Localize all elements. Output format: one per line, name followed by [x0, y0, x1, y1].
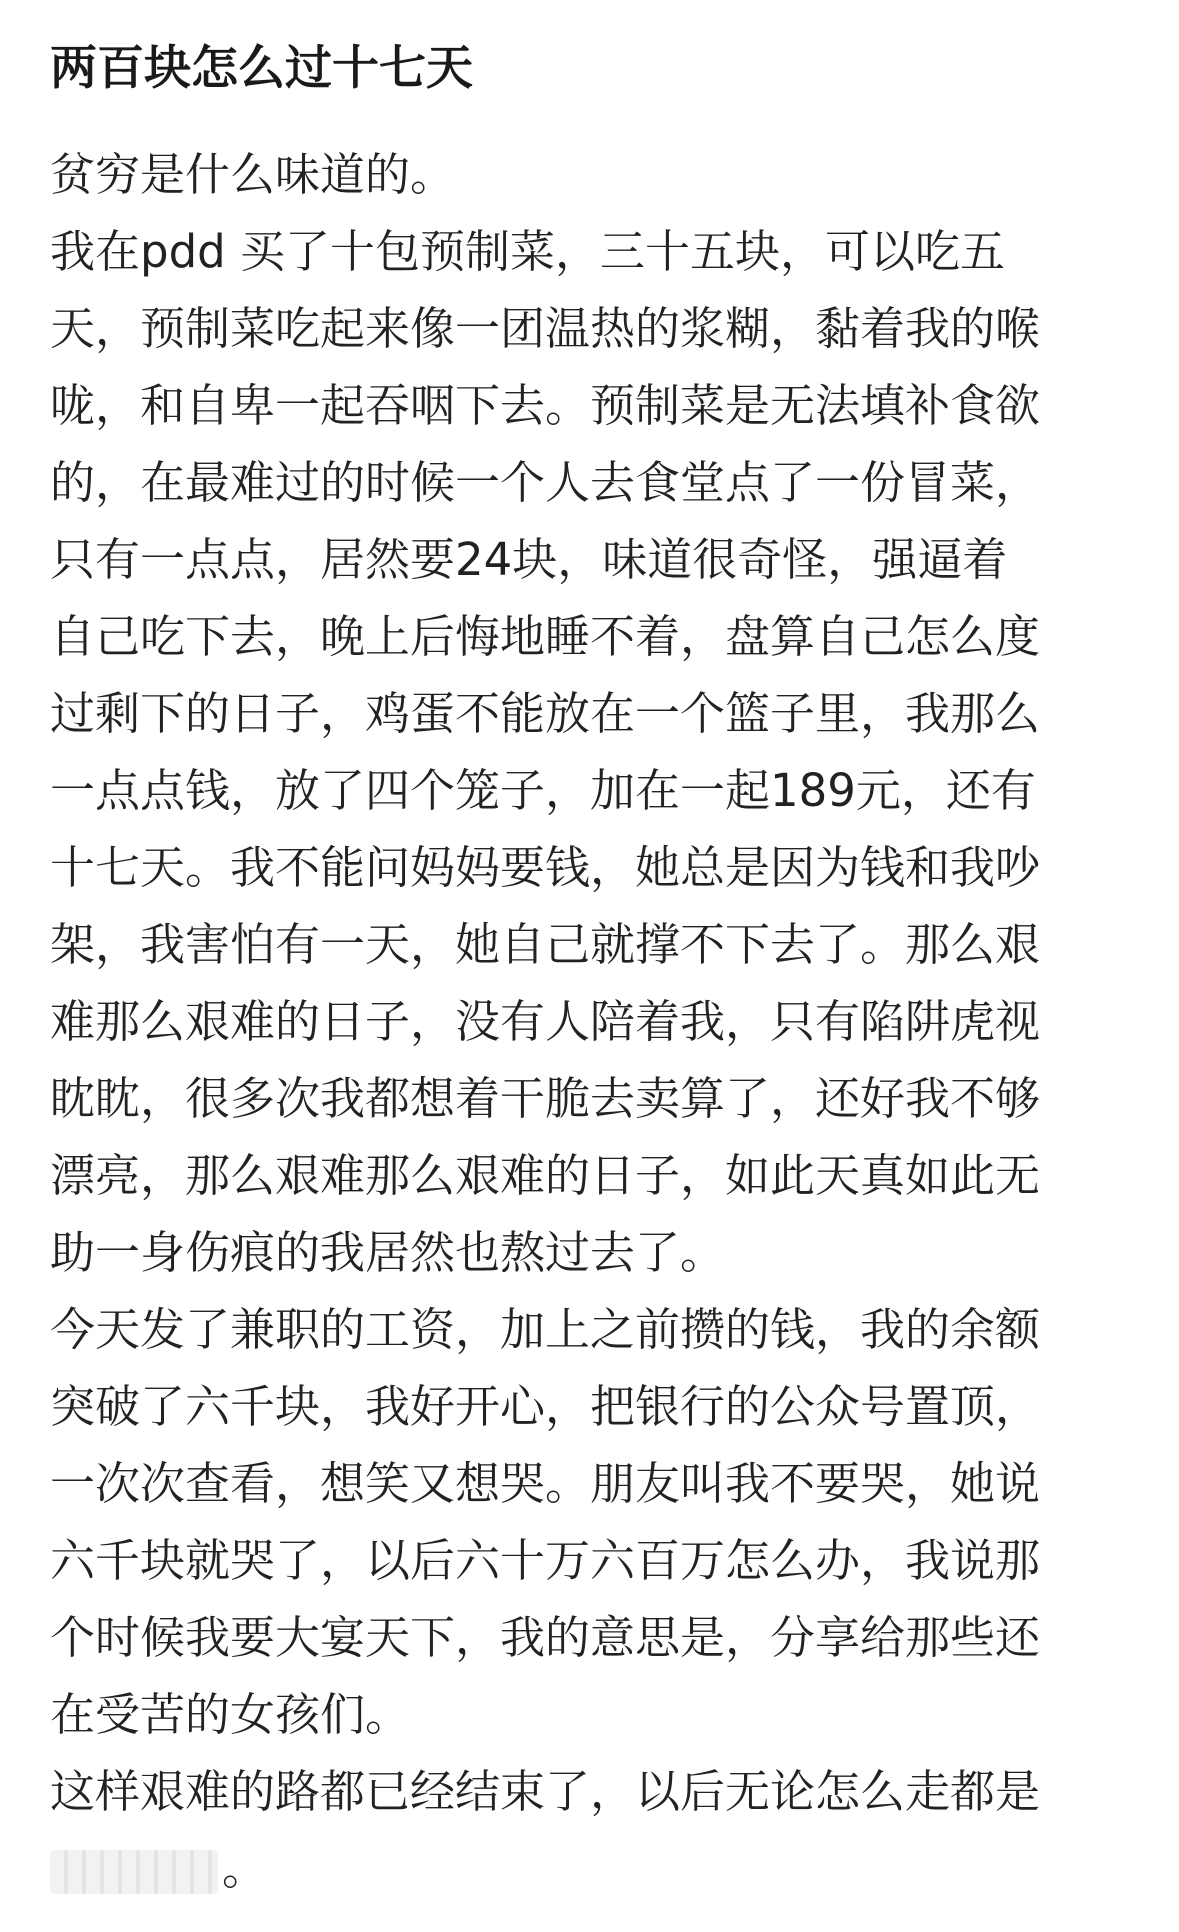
text-line: 贫穷是什么味道的。: [50, 148, 456, 201]
last-line-tail: 。: [222, 1842, 268, 1895]
post-content: [50, 0, 1130, 1907]
text-line: 的，在最难过的时候一个人去食堂点了一份冒菜，: [50, 456, 1041, 509]
text-line: 过剩下的日子，鸡蛋不能放在一个篮子里，我那么: [50, 687, 1041, 740]
text-line: 六千块就哭了，以后六十万六百万怎么办，我说那: [50, 1534, 1041, 1587]
text-line: 自己吃下去，晚上后悔地睡不着，盘算自己怎么度: [50, 610, 1041, 663]
text-line: 天，预制菜吃起来像一团温热的浆糊，黏着我的喉: [50, 302, 1041, 355]
text-line: 咙，和自卑一起吞咽下去。预制菜是无法填补食欲: [50, 379, 1041, 432]
text-line: 今天发了兼职的工资，加上之前攒的钱，我的余额: [50, 1303, 1041, 1356]
text-line: 漂亮，那么艰难那么艰难的日子，如此天真如此无: [50, 1149, 1041, 1202]
text-line: 突破了六千块，我好开心，把银行的公众号置顶，: [50, 1380, 1041, 1433]
text-line: 个时候我要大宴天下，我的意思是，分享给那些还: [50, 1611, 1041, 1664]
redacted-text: [50, 1850, 218, 1894]
text-line: 我在pdd 买了十包预制菜，三十五块，可以吃五: [50, 225, 1005, 278]
text-line: 在受苦的女孩们。: [50, 1688, 411, 1741]
text-line: 难那么艰难的日子，没有人陪着我，只有陷阱虎视: [50, 995, 1041, 1048]
post-title: 两百块怎么过十七天: [50, 41, 473, 96]
text-line: 架，我害怕有一天，她自己就撑不下去了。那么艰: [50, 918, 1041, 971]
text-line-last: [50, 1830, 1130, 1907]
text-line: 眈眈，很多次我都想着干脆去卖算了，还好我不够: [50, 1072, 1041, 1125]
text-line: 这样艰难的路都已经结束了，以后无论怎么走都是: [50, 1765, 1041, 1818]
post-body: [50, 136, 1130, 1907]
text-line: 助一身伤痕的我居然也熬过去了。: [50, 1226, 726, 1279]
text-line: 十七天。我不能问妈妈要钱，她总是因为钱和我吵: [50, 841, 1041, 894]
text-line: 一点点钱，放了四个笼子，加在一起189元，还有: [50, 764, 1036, 817]
text-line: 只有一点点，居然要24块，味道很奇怪，强逼着: [50, 533, 1008, 586]
text-line: 一次次查看，想笑又想哭。朋友叫我不要哭，她说: [50, 1457, 1041, 1510]
